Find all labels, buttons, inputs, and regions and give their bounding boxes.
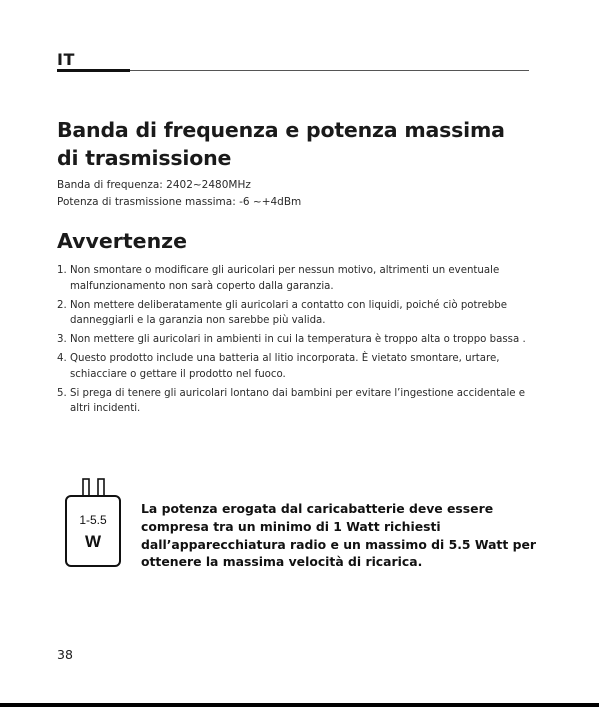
warning-number: 2. — [57, 299, 67, 311]
warning-item — [57, 386, 535, 417]
language-tag: IT — [57, 50, 75, 69]
charger-unit-label: W — [84, 532, 102, 551]
warning-item — [57, 298, 535, 329]
warning-item — [57, 263, 535, 294]
warning-text: Questo prodotto include una batteria al litio incorporata. È vietato smontare, urtare, schiacciare o gettare il prodotto nel fuoco. — [70, 353, 500, 380]
charger-power-note: La potenza erogata dal caricabatterie deve essere compresa tra un minimo di 1 Watt richiesti dall’apparecchiatura radio e un massimo di 5.5 Watt per ottenere la massima velocità di ricarica. — [141, 501, 536, 570]
warning-number: 1. — [57, 265, 67, 276]
warning-text: Non mettere gli auricolari in ambienti in cui la temperatura è troppo alta o troppo bassa . — [70, 334, 526, 345]
warning-number: 5. — [57, 387, 67, 399]
warning-text: Non smontare o modificare gli auricolari per nessun motivo, altrimenti un eventuale malfunzionamento non sarà coperto dalla garanzia. — [70, 265, 500, 292]
warnings-title: Avvertenze — [57, 229, 188, 253]
page-bottom-edge — [0, 703, 599, 707]
warnings-list — [57, 263, 535, 420]
frequency-section-title: Banda di frequenza e potenza massima di trasmissione — [57, 118, 505, 170]
warning-item — [57, 351, 535, 382]
warning-text: Si prega di tenere gli auricolari lontano dai bambini per evitare l’ingestione accidentale e altri incidenti. — [70, 387, 526, 414]
header-rule-accent — [57, 69, 130, 72]
charger-icon — [64, 478, 122, 568]
frequency-specs — [57, 177, 301, 211]
warning-number: 4. — [57, 353, 67, 364]
page-number: 38 — [57, 647, 73, 662]
charger-range-label: 1-5.5 — [79, 513, 107, 527]
warning-text: Non mettere deliberatamente gli auricolari a contatto con liquidi, poiché ciò potrebbe danneggiarli e la garanzia non sarebbe più valida. — [70, 299, 507, 326]
transmission-power-text: Potenza di trasmissione massima: -6 ~+4dBm — [57, 196, 302, 208]
warning-item — [57, 332, 535, 348]
warning-number: 3. — [57, 334, 67, 345]
frequency-band-text: Banda di frequenza: 2402~2480MHz — [57, 179, 251, 191]
